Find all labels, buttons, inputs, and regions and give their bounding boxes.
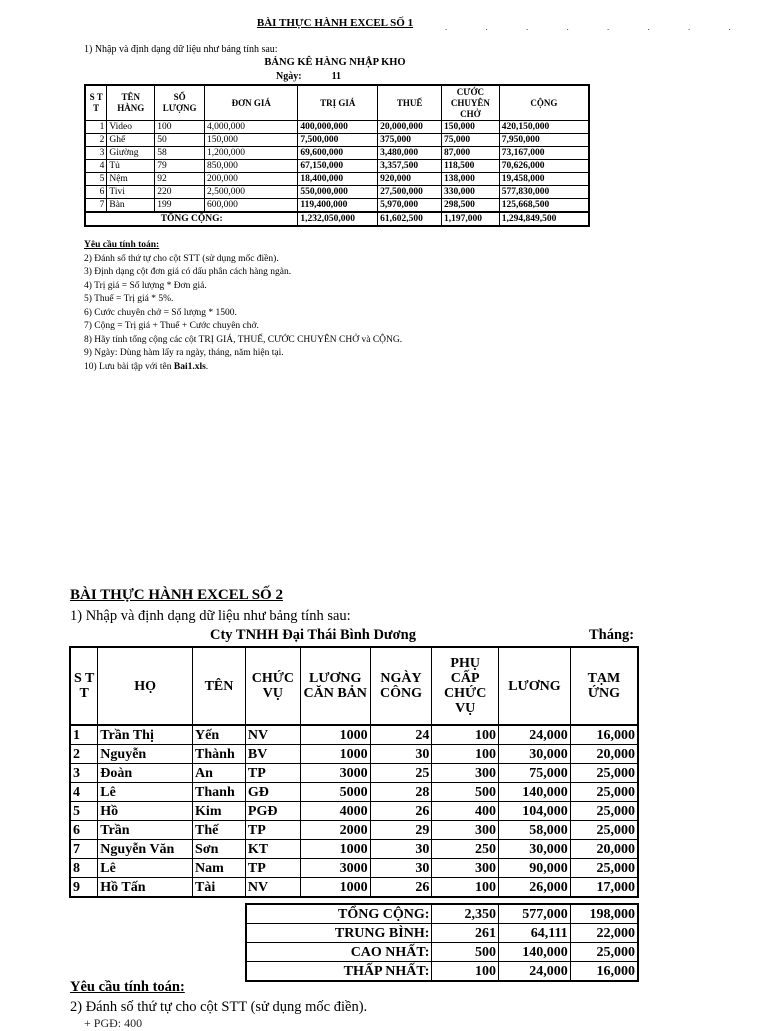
table-cell: 87,000 [441, 147, 499, 160]
table-cell: 1 [70, 725, 98, 745]
header-cell: LƯƠNG [499, 647, 571, 725]
summary-value: 198,000 [570, 904, 638, 924]
table-cell: 300 [432, 764, 499, 783]
summary-label: THẤP NHẤT: [246, 962, 432, 982]
table-cell: 30 [370, 859, 432, 878]
table-cell: 50 [155, 134, 205, 147]
table-cell: 250 [432, 840, 499, 859]
table-cell: NV [245, 878, 300, 898]
requirement-item: 2) Đánh số thứ tự cho cột STT (sử dụng mốc điền). [84, 253, 279, 264]
summary-value: 24,000 [498, 962, 570, 982]
table-cell: 5 [85, 173, 107, 186]
payroll-row [70, 840, 638, 859]
table-cell: 8 [70, 859, 98, 878]
date-value: 11 [331, 71, 342, 82]
summary-value: 2,350 [432, 904, 499, 924]
requirements-2-title: Yêu cầu tính toán: [70, 979, 185, 995]
total-cell: 1,232,050,000 [298, 212, 378, 226]
table-cell: 26,000 [499, 878, 571, 898]
month-label: Tháng: [589, 627, 635, 643]
header-cell: PHỤ CẤP CHỨC VỤ [432, 647, 499, 725]
total-cell: 61,602,500 [378, 212, 442, 226]
table-cell: 150,000 [441, 121, 499, 134]
table-cell: 7 [70, 840, 98, 859]
table-cell: 3,480,000 [378, 147, 442, 160]
header-cell: HỌ [98, 647, 193, 725]
summary-value: 100 [432, 962, 499, 982]
table-cell: 7 [85, 199, 107, 213]
requirement-item [84, 361, 402, 375]
total-cell: 1,294,849,500 [499, 212, 589, 226]
table-cell: Thành [193, 745, 246, 764]
table-cell: 100 [155, 121, 205, 134]
table-cell: TP [245, 764, 300, 783]
table-cell: 200,000 [205, 173, 298, 186]
table-cell: 2000 [300, 821, 370, 840]
table-cell: 4,000,000 [205, 121, 298, 134]
header-cell: CỘNG [499, 85, 589, 121]
table-cell: 1,200,000 [205, 147, 298, 160]
table-cell: 920,000 [378, 173, 442, 186]
table-cell: 18,400,000 [298, 173, 378, 186]
table-cell: 375,000 [378, 134, 442, 147]
table-cell: 1000 [300, 745, 370, 764]
header-cell: ĐƠN GIÁ [205, 85, 298, 121]
requirement-item: 3) Định dạng cột đơn giá có dấu phân cách hàng ngàn. [84, 267, 292, 277]
table-cell: 550,000,000 [298, 186, 378, 199]
exercise-1-title: BÀI THỰC HÀNH EXCEL SỐ 1 [256, 17, 414, 29]
exercise-2-title: BÀI THỰC HÀNH EXCEL SỐ 2 [70, 587, 283, 603]
inventory-header-row [85, 85, 589, 121]
summary-value: 22,000 [570, 924, 638, 943]
payroll-row [70, 764, 638, 783]
summary-value: 261 [432, 924, 499, 943]
table-cell: 25,000 [570, 821, 638, 840]
table-cell: 2,500,000 [205, 186, 298, 199]
table-cell: 7,500,000 [298, 134, 378, 147]
header-cell: CHỨC VỤ [245, 647, 300, 725]
table-cell: BV [245, 745, 300, 764]
payroll-row [70, 821, 638, 840]
summary-label: TỔNG CỘNG: [246, 904, 432, 924]
table-cell: Thế [193, 821, 246, 840]
table-cell: GĐ [245, 783, 300, 802]
total-label: TỔNG CỘNG: [85, 212, 298, 226]
table-cell: TP [245, 821, 300, 840]
table-cell: 30 [370, 745, 432, 764]
summary-value: 140,000 [498, 943, 570, 962]
summary-label: CAO NHẤT: [246, 943, 432, 962]
decorative-dots: . . . . . . . . [445, 22, 749, 32]
table-cell: 90,000 [499, 859, 571, 878]
table-cell: 27,500,000 [378, 186, 442, 199]
table-cell: 118,500 [441, 160, 499, 173]
table-cell: Nguyễn Văn [98, 840, 193, 859]
requirement-item: 5) Thuế = Trị giá * 5%. [84, 294, 174, 304]
table-cell: 150,000 [205, 134, 298, 147]
table-cell: NV [245, 725, 300, 745]
table-cell: 1000 [300, 840, 370, 859]
table-cell: 75,000 [441, 134, 499, 147]
payroll-row [70, 878, 638, 898]
table-cell: Bàn [107, 199, 155, 213]
table-cell: 104,000 [499, 802, 571, 821]
table-cell: Nệm [107, 173, 155, 186]
req10-end: . [205, 361, 209, 372]
table-cell: Ghế [107, 134, 155, 147]
table-cell: 4000 [300, 802, 370, 821]
table-cell: 67,150,000 [298, 160, 378, 173]
table-cell: Yến [193, 725, 246, 745]
table-cell: 28 [370, 783, 432, 802]
header-cell: CƯỚC CHUYÊN CHỞ [441, 85, 499, 121]
table-cell: 73,167,000 [499, 147, 589, 160]
table-cell: 1000 [300, 725, 370, 745]
table-cell: 4 [70, 783, 98, 802]
table-cell: 58 [155, 147, 205, 160]
requirements-1 [84, 239, 402, 374]
table-1-heading: BẢNG KÊ HÀNG NHẬP KHO [264, 57, 406, 68]
table-cell: 600,000 [205, 199, 298, 213]
total-cell: 1,197,000 [441, 212, 499, 226]
payroll-row [70, 783, 638, 802]
inventory-total-row [85, 212, 589, 226]
table-cell: 69,600,000 [298, 147, 378, 160]
table-cell: 24,000 [499, 725, 571, 745]
header-cell: S T T [85, 85, 107, 121]
header-cell: TRỊ GIÁ [298, 85, 378, 121]
summary-label: TRUNG BÌNH: [246, 924, 432, 943]
inventory-row [85, 121, 589, 134]
table-cell: 300 [432, 821, 499, 840]
table-cell: 500 [432, 783, 499, 802]
table-cell: 24 [370, 725, 432, 745]
table-cell: 30,000 [499, 840, 571, 859]
inventory-row [85, 186, 589, 199]
table-cell: Lê [98, 783, 193, 802]
summary-value: 64,111 [498, 924, 570, 943]
summary-row [246, 943, 638, 962]
table-cell: 100 [432, 745, 499, 764]
table-cell: An [193, 764, 246, 783]
summary-value: 16,000 [570, 962, 638, 982]
table-cell: 9 [70, 878, 98, 898]
table-cell: 30,000 [499, 745, 571, 764]
table-cell: 5 [70, 802, 98, 821]
table-cell: 125,668,500 [499, 199, 589, 213]
table-cell: 3 [70, 764, 98, 783]
summary-row [246, 924, 638, 943]
payroll-row [70, 802, 638, 821]
header-cell: TÊN HÀNG [107, 85, 155, 121]
table-cell: 7,950,000 [499, 134, 589, 147]
table-cell: Video [107, 121, 155, 134]
table-cell: 298,500 [441, 199, 499, 213]
table-cell: 70,626,000 [499, 160, 589, 173]
table-cell: 30 [370, 840, 432, 859]
table-cell: Đoàn [98, 764, 193, 783]
table-cell: 1 [85, 121, 107, 134]
table-cell: 17,000 [570, 878, 638, 898]
table-cell: 6 [85, 186, 107, 199]
table-cell: 400 [432, 802, 499, 821]
table-cell: 119,400,000 [298, 199, 378, 213]
table-cell: Nam [193, 859, 246, 878]
table-cell: 19,458,000 [499, 173, 589, 186]
date-row [276, 71, 341, 82]
table-cell: 4 [85, 160, 107, 173]
summary-value: 25,000 [570, 943, 638, 962]
table-cell: Tài [193, 878, 246, 898]
table-cell: 79 [155, 160, 205, 173]
table-cell: KT [245, 840, 300, 859]
requirement-item: 6) Cước chuyên chở = Số lượng * 1500. [84, 307, 237, 318]
header-cell: SỐ LƯỢNG [155, 85, 205, 121]
table-cell: 3000 [300, 764, 370, 783]
table-cell: 16,000 [570, 725, 638, 745]
header-cell: S T T [70, 647, 98, 725]
table-cell: Trần Thị [98, 725, 193, 745]
table-cell: Tivi [107, 186, 155, 199]
table-cell: 420,150,000 [499, 121, 589, 134]
exercise-2-prompt: 1) Nhập và định dạng dữ liệu như bảng tính sau: [70, 608, 351, 624]
summary-value: 577,000 [498, 904, 570, 924]
table-cell: Hồ [98, 802, 193, 821]
table-cell: 5,970,000 [378, 199, 442, 213]
table-cell: 25,000 [570, 764, 638, 783]
table-cell: 330,000 [441, 186, 499, 199]
summary-row [246, 962, 638, 982]
payroll-table [69, 646, 639, 898]
table-cell: TP [245, 859, 300, 878]
inventory-row [85, 173, 589, 186]
table-cell: Thanh [193, 783, 246, 802]
table-cell: 25,000 [570, 783, 638, 802]
table-cell: Hồ Tấn [98, 878, 193, 898]
table-cell: 26 [370, 802, 432, 821]
table-cell: 75,000 [499, 764, 571, 783]
payroll-row [70, 745, 638, 764]
summary-value: 500 [432, 943, 499, 962]
table-cell: 92 [155, 173, 205, 186]
payroll-row [70, 725, 638, 745]
inventory-row [85, 147, 589, 160]
requirements-1-title: Yêu cầu tính toán: [84, 240, 160, 250]
exercise-1-prompt: 1) Nhập và định dạng dữ liệu như bảng tính sau: [84, 44, 278, 55]
table-cell: 220 [155, 186, 205, 199]
table-cell: 2 [85, 134, 107, 147]
table-cell: Sơn [193, 840, 246, 859]
inventory-table [84, 84, 590, 227]
table-cell: 400,000,000 [298, 121, 378, 134]
table-cell: 199 [155, 199, 205, 213]
header-cell: THUẾ [378, 85, 442, 121]
table-cell: 3000 [300, 859, 370, 878]
table-cell: PGĐ [245, 802, 300, 821]
inventory-row [85, 199, 589, 213]
table-cell: Tủ [107, 160, 155, 173]
table-cell: 1000 [300, 878, 370, 898]
table-cell: 5000 [300, 783, 370, 802]
inventory-row [85, 134, 589, 147]
table-cell: Lê [98, 859, 193, 878]
payroll-row [70, 859, 638, 878]
table-cell: 300 [432, 859, 499, 878]
header-cell: NGÀY CÔNG [370, 647, 432, 725]
table-cell: Trần [98, 821, 193, 840]
req10-filename: Bai1.xls [173, 361, 206, 372]
table-cell: 577,830,000 [499, 186, 589, 199]
table-cell: 100 [432, 878, 499, 898]
table-cell: 6 [70, 821, 98, 840]
table-cell: 850,000 [205, 160, 298, 173]
table-cell: 25 [370, 764, 432, 783]
requirement-item: 4) Trị giá = Số lượng * Đơn giá. [84, 280, 207, 291]
table-cell: 58,000 [499, 821, 571, 840]
table-cell: 29 [370, 821, 432, 840]
table-cell: 20,000 [570, 840, 638, 859]
header-cell: LƯƠNG CĂN BẢN [300, 647, 370, 725]
table-cell: Giường [107, 147, 155, 160]
table-cell: 3,357,500 [378, 160, 442, 173]
table-cell: 25,000 [570, 802, 638, 821]
header-cell: TẠM ỨNG [570, 647, 638, 725]
company-name: Cty TNHH Đại Thái Bình Dương [210, 627, 416, 643]
table-cell: 100 [432, 725, 499, 745]
table-cell: 25,000 [570, 859, 638, 878]
requirement-item: 8) Hãy tính tổng cộng các cột TRỊ GIÁ, THUẾ, CƯỚC CHUYÊN CHỞ và CỘNG. [84, 334, 403, 345]
payroll-header-row [70, 647, 638, 725]
header-cell: TÊN [193, 647, 246, 725]
summary-row [246, 904, 638, 924]
table-cell: 26 [370, 878, 432, 898]
requirement-item: 2) Đánh số thứ tự cho cột STT (sử dụng mốc điền). [70, 999, 368, 1015]
table-cell: Nguyễn [98, 745, 193, 764]
table-cell: 140,000 [499, 783, 571, 802]
payroll-summary-table [245, 903, 639, 982]
inventory-row [85, 160, 589, 173]
date-label: Ngày: [276, 71, 302, 82]
table-cell: 138,000 [441, 173, 499, 186]
requirement-item: 9) Ngày: Dùng hàm lấy ra ngày, tháng, năm hiện tại. [84, 348, 284, 358]
table-cell: 20,000 [570, 745, 638, 764]
table-cell: Kim [193, 802, 246, 821]
table-cell: 3 [85, 147, 107, 160]
table-cell: 20,000,000 [378, 121, 442, 134]
table-cell: 2 [70, 745, 98, 764]
requirement-item: 7) Cộng = Trị giá + Thuế + Cước chuyên chở. [84, 321, 259, 331]
req10-text: 10) Lưu bài tập với tên [84, 361, 174, 372]
cut-off-text: + PGĐ: 400 [84, 1016, 143, 1030]
